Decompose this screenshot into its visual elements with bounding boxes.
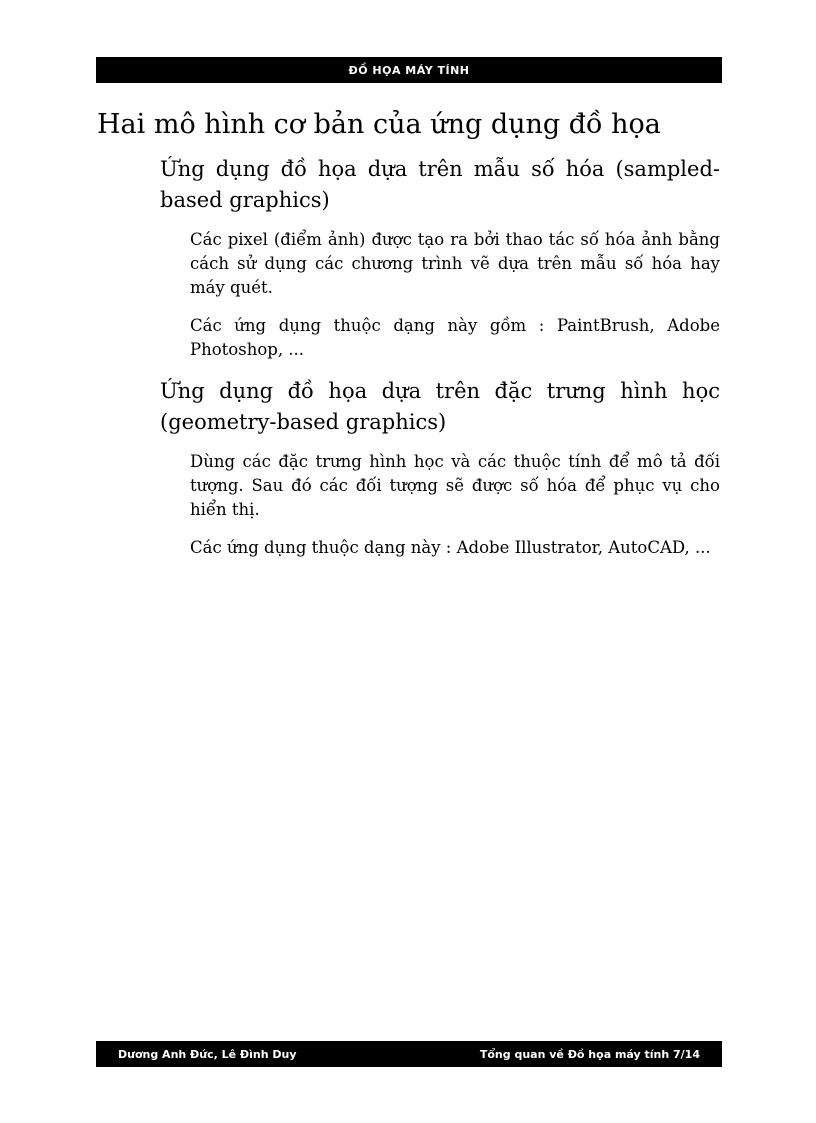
page-header-bar	[96, 57, 722, 83]
page-footer-bar	[96, 1041, 722, 1067]
section-heading: Ứng dụng đồ họa dựa trên đặc trưng hình học (geometry-based graphics)	[160, 379, 720, 434]
section-heading: Ứng dụng đồ họa dựa trên mẫu số hóa (sampled-based graphics)	[160, 157, 720, 212]
section-paragraph: Dùng các đặc trưng hình học và các thuộc tính để mô tả đối tượng. Sau đó các đối tượng sẽ được số hóa để phục vụ cho hiển thị.	[190, 452, 720, 519]
section-paragraph: Các pixel (điểm ảnh) được tạo ra bởi thao tác số hóa ảnh bằng cách sử dụng các chương trình vẽ dựa trên mẫu số hóa hay máy quét.	[190, 230, 720, 297]
footer-topic-page-number: Tổng quan về Đồ họa máy tính 7/14	[479, 1048, 700, 1061]
section-geometry-graphics	[160, 376, 720, 560]
header-title: ĐỒ HỌA MÁY TÍNH	[348, 64, 470, 77]
footer-authors: Dương Anh Đức, Lê Đình Duy	[118, 1048, 297, 1061]
section-sampled-graphics	[160, 154, 720, 362]
section-paragraph: Các ứng dụng thuộc dạng này : Adobe Illustrator, AutoCAD, ...	[190, 538, 711, 557]
main-content	[160, 154, 720, 574]
page-title: Hai mô hình cơ bản của ứng dụng đồ họa	[97, 109, 661, 140]
section-paragraph: Các ứng dụng thuộc dạng này gồm : PaintBrush, Adobe Photoshop, ...	[190, 316, 720, 359]
